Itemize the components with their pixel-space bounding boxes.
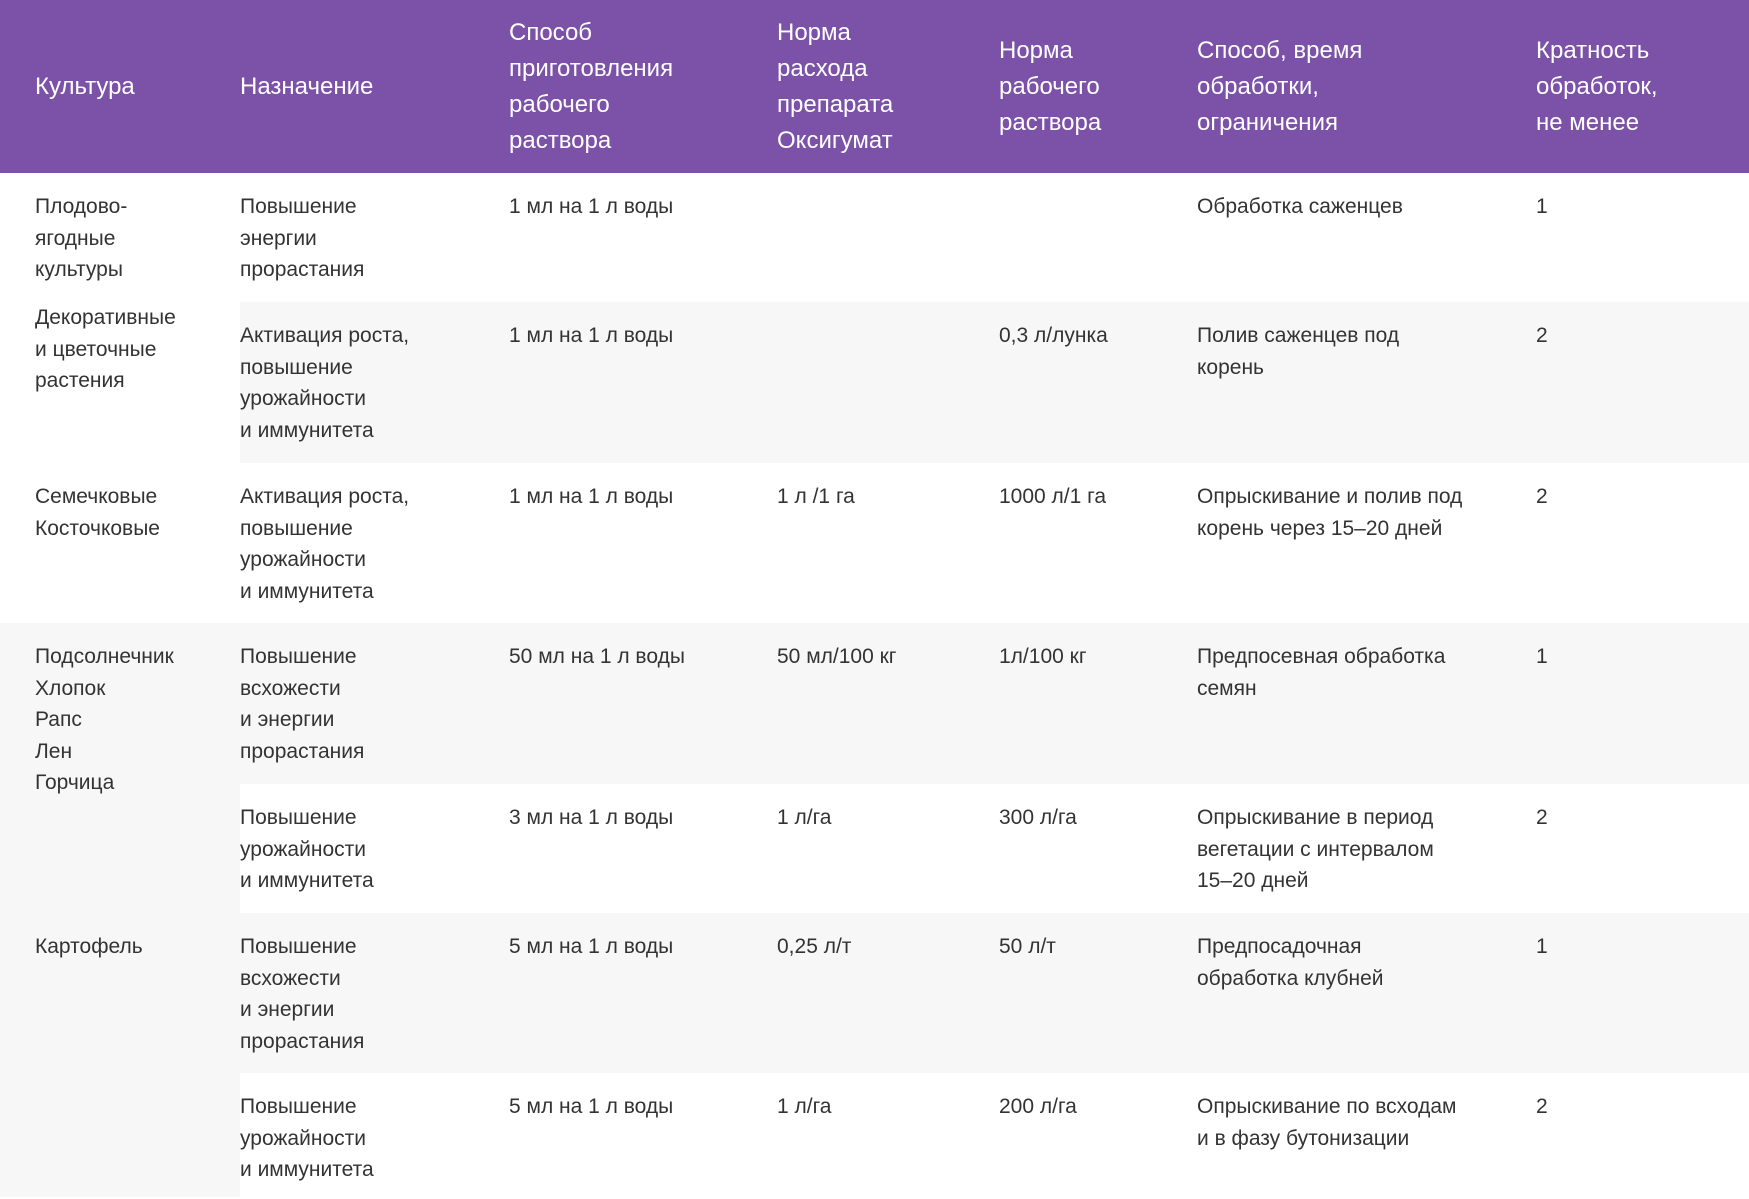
crop-cell: Подсолнечник Хлопок Рапс Лен Горчица (0, 623, 240, 913)
count-cell: 2 (1536, 1073, 1749, 1197)
header-drug-rate: Норма расхода препарата Оксигумат (777, 0, 999, 173)
crop-cell: Картофель (0, 913, 240, 1197)
table-header-row (0, 0, 1749, 173)
purpose-cell: Повышение всхожести и энергии прорастания (240, 623, 509, 784)
solution-rate-cell: 50 л/т (999, 913, 1197, 1073)
table-row (0, 913, 1749, 1073)
crop-cell: Семечковые Косточковые (0, 463, 240, 623)
crop-cell: Плодово- ягодные культуры (0, 173, 240, 302)
header-purpose: Назначение (240, 0, 509, 173)
drug-rate-cell: 1 л/га (777, 784, 999, 913)
table-row (0, 623, 1749, 784)
table-row (0, 173, 1749, 302)
table-row (0, 463, 1749, 623)
count-cell: 2 (1536, 302, 1749, 463)
count-cell: 2 (1536, 463, 1749, 623)
preparation-cell: 1 мл на 1 л воды (509, 302, 777, 463)
purpose-cell: Повышение энергии прорастания (240, 173, 509, 302)
method-cell: Обработка саженцев (1197, 173, 1536, 302)
method-cell: Опрыскивание по всходам и в фазу бутонизации (1197, 1073, 1536, 1197)
drug-rate-cell (777, 173, 999, 302)
count-cell: 2 (1536, 784, 1749, 913)
purpose-cell: Повышение всхожести и энергии прорастания (240, 913, 509, 1073)
crop-cell: Декоративные и цветочные растения (0, 302, 240, 463)
table-row (0, 302, 1749, 463)
solution-rate-cell: 200 л/га (999, 1073, 1197, 1197)
preparation-cell: 1 мл на 1 л воды (509, 463, 777, 623)
method-cell: Опрыскивание в период вегетации с интервалом 15–20 дней (1197, 784, 1536, 913)
solution-rate-cell: 300 л/га (999, 784, 1197, 913)
purpose-cell: Активация роста, повышение урожайности и иммунитета (240, 302, 509, 463)
preparation-cell: 1 мл на 1 л воды (509, 173, 777, 302)
count-cell: 1 (1536, 173, 1749, 302)
drug-rate-cell: 50 мл/100 кг (777, 623, 999, 784)
table-row (0, 1073, 1749, 1197)
method-cell: Опрыскивание и полив под корень через 15–20 дней (1197, 463, 1536, 623)
preparation-cell: 3 мл на 1 л воды (509, 784, 777, 913)
solution-rate-cell: 1000 л/1 га (999, 463, 1197, 623)
method-cell: Предпосевная обработка семян (1197, 623, 1536, 784)
drug-rate-cell: 0,25 л/т (777, 913, 999, 1073)
method-cell: Полив саженцев под корень (1197, 302, 1536, 463)
purpose-cell: Активация роста, повышение урожайности и иммунитета (240, 463, 509, 623)
preparation-cell: 5 мл на 1 л воды (509, 1073, 777, 1197)
drug-rate-cell: 1 л/га (777, 1073, 999, 1197)
count-cell: 1 (1536, 913, 1749, 1073)
drug-rate-cell (777, 302, 999, 463)
header-count: Кратность обработок, не менее (1536, 0, 1749, 173)
preparation-cell: 50 мл на 1 л воды (509, 623, 777, 784)
preparation-cell: 5 мл на 1 л воды (509, 913, 777, 1073)
solution-rate-cell: 1л/100 кг (999, 623, 1197, 784)
header-preparation: Способ приготовления рабочего раствора (509, 0, 777, 173)
table-row (0, 784, 1749, 913)
solution-rate-cell: 0,3 л/лунка (999, 302, 1197, 463)
solution-rate-cell (999, 173, 1197, 302)
header-solution-rate: Норма рабочего раствора (999, 0, 1197, 173)
drug-rate-cell: 1 л /1 га (777, 463, 999, 623)
header-culture: Культура (0, 0, 240, 173)
method-cell: Предпосадочная обработка клубней (1197, 913, 1536, 1073)
header-method: Способ, время обработки, ограничения (1197, 0, 1536, 173)
count-cell: 1 (1536, 623, 1749, 784)
purpose-cell: Повышение урожайности и иммунитета (240, 784, 509, 913)
purpose-cell: Повышение урожайности и иммунитета (240, 1073, 509, 1197)
